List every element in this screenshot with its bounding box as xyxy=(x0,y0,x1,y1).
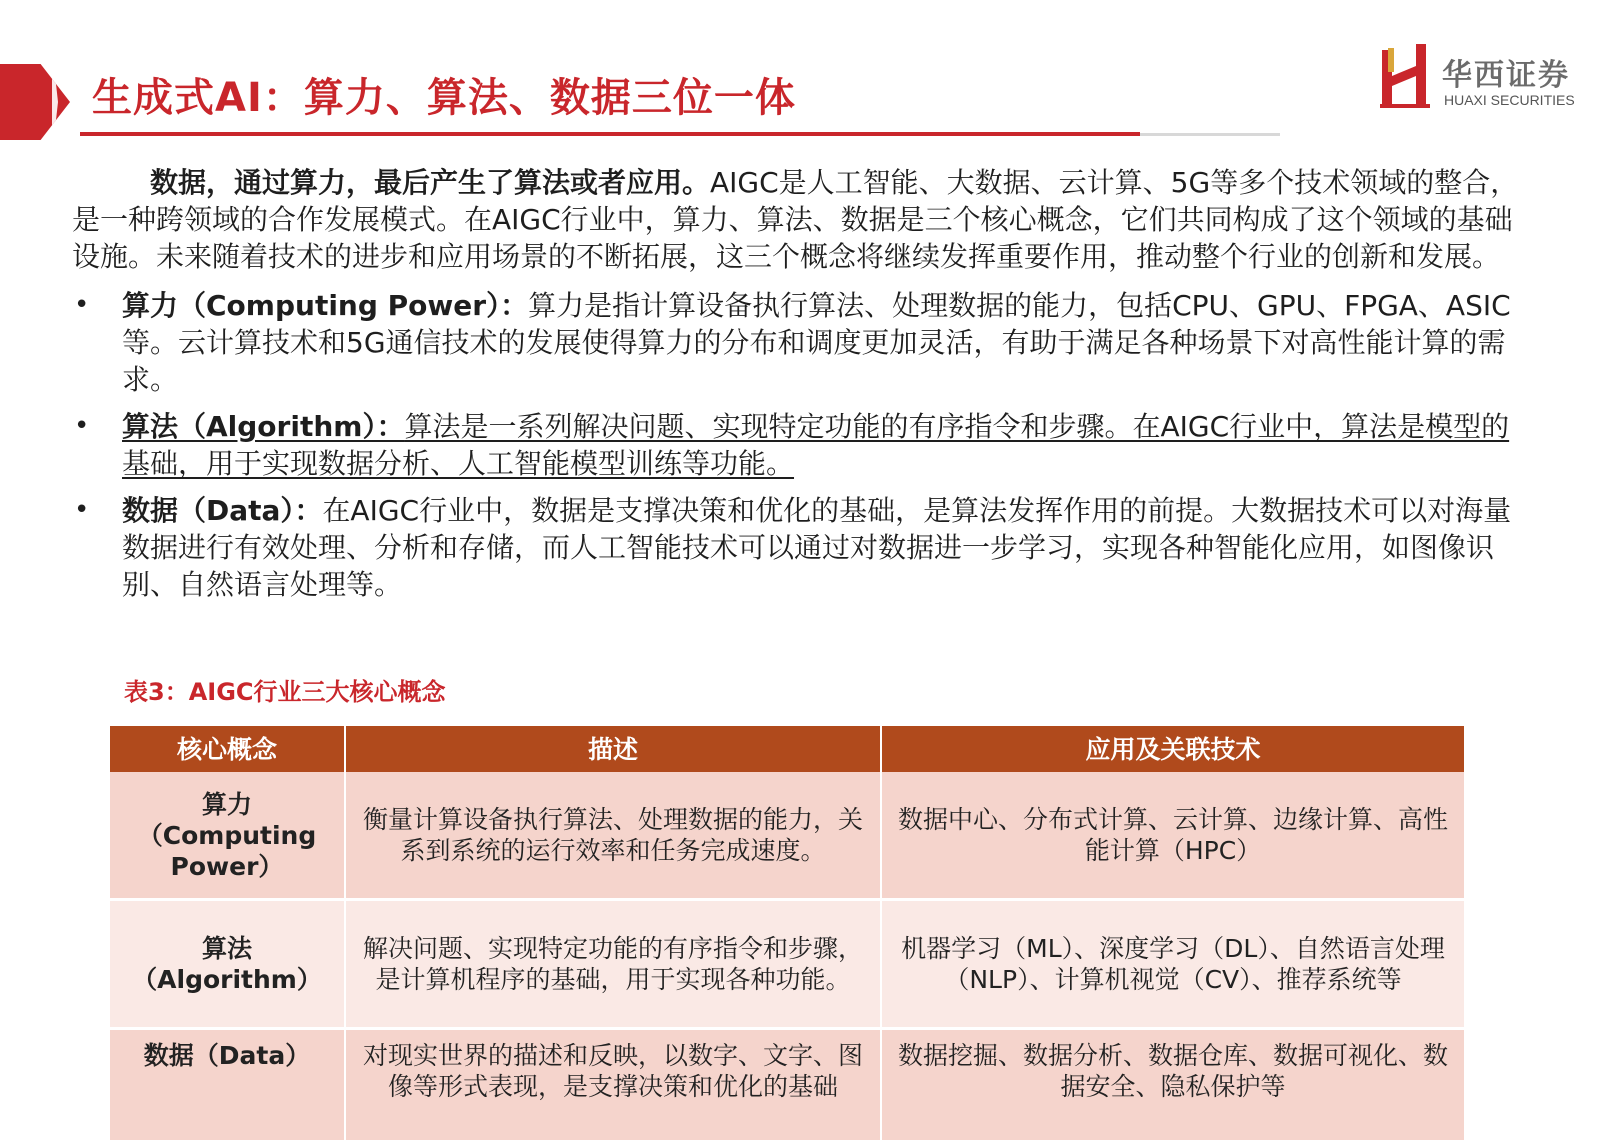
bullet-text: 在AIGC行业中，数据是支撑决策和优化的基础，是算法发挥作用的前提。大数据技术可以对海量数据进行有效处理、分析和存储，而人工智能技术可以通过对数据进一步学习，实现各种智能化应用，如图像识别、自然语言处理等。 xyxy=(122,494,1512,601)
cell-concept: 数据（Data） xyxy=(110,1029,345,1142)
cell-description: 衡量计算设备执行算法、处理数据的能力，关系到系统的运行效率和任务完成速度。 xyxy=(345,772,881,900)
huaxi-logo xyxy=(1380,44,1580,114)
huaxi-h-logo-icon xyxy=(1380,44,1432,110)
concept-bullet-list xyxy=(72,287,1530,603)
bullet-term: 数据（Data）： xyxy=(122,494,323,527)
bullet-computing-power xyxy=(72,287,1530,398)
bullet-term: 算法（Algorithm）： xyxy=(122,410,405,443)
cell-description: 解决问题、实现特定功能的有序指令和步骤，是计算机程序的基础，用于实现各种功能。 xyxy=(345,900,881,1029)
title-underline xyxy=(80,132,1140,136)
bullet-marker: • xyxy=(74,290,90,320)
table-row xyxy=(110,772,1464,900)
bullet-text: 算法是一系列解决问题、实现特定功能的有序指令和步骤。在AIGC行业中，算法是模型的基础，用于实现数据分析、人工智能模型训练等功能。 xyxy=(122,410,1510,480)
core-concepts-table xyxy=(110,726,1464,1143)
column-header-tech: 应用及关联技术 xyxy=(881,726,1464,772)
logo-english-name: HUAXI SECURITIES xyxy=(1444,92,1575,108)
cell-concept: 算力（Computing Power） xyxy=(110,772,345,900)
bullet-text: 算力是指计算设备执行算法、处理数据的能力，包括CPU、GPU、FPGA、ASIC等。云计算技术和5G通信技术的发展使得算力的分布和调度更加灵活，有助于满足各种场景下对高性能计算的需求。 xyxy=(122,289,1511,396)
bullet-data xyxy=(72,492,1530,603)
title-underline-gray xyxy=(1140,133,1280,136)
column-header-concept: 核心概念 xyxy=(110,726,345,772)
table-row xyxy=(110,1029,1464,1142)
intro-paragraph xyxy=(72,164,1530,275)
table-header-row xyxy=(110,726,1464,772)
intro-body: AIGC是人工智能、大数据、云计算、5G等多个技术领域的整合，是一种跨领域的合作发展模式。在AIGC行业中，算力、算法、数据是三个核心概念，它们共同构成了这个领域的基础设施。未来随着技术的进步和应用场景的不断拓展，这三个概念将继续发挥重要作用，推动整个行业的创新和发展。 xyxy=(72,166,1519,273)
page-title: 生成式AI：算力、算法、数据三位一体 xyxy=(92,75,796,121)
bullet-algorithm xyxy=(72,408,1530,482)
bullet-marker: • xyxy=(74,495,90,525)
title-accent-tab xyxy=(0,64,70,140)
logo-chinese-name: 华西证券 xyxy=(1442,58,1570,93)
cell-tech: 数据挖掘、数据分析、数据仓库、数据可视化、数据安全、隐私保护等 xyxy=(881,1029,1464,1142)
column-header-description: 描述 xyxy=(345,726,881,772)
cell-concept: 算法（Algorithm） xyxy=(110,900,345,1029)
bullet-term: 算力（Computing Power）： xyxy=(122,289,529,322)
intro-lead: 数据，通过算力，最后产生了算法或者应用。 xyxy=(150,166,711,199)
cell-tech: 数据中心、分布式计算、云计算、边缘计算、高性能计算（HPC） xyxy=(881,772,1464,900)
bullet-marker: • xyxy=(74,411,90,441)
table-row xyxy=(110,900,1464,1029)
main-content xyxy=(72,164,1530,613)
table-caption: 表3：AIGC行业三大核心概念 xyxy=(124,678,446,706)
cell-description: 对现实世界的描述和反映，以数字、文字、图像等形式表现，是支撑决策和优化的基础 xyxy=(345,1029,881,1142)
cell-tech: 机器学习（ML）、深度学习（DL）、自然语言处理（NLP）、计算机视觉（CV）、推荐系统等 xyxy=(881,900,1464,1029)
